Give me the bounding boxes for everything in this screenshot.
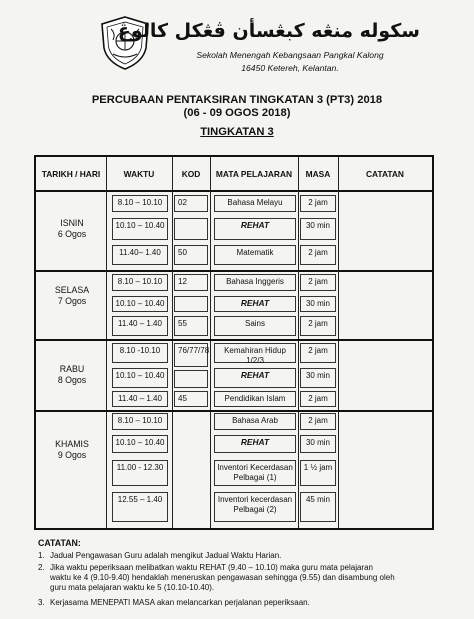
day-thursday [38, 439, 106, 461]
table-cell-subject: Bahasa Arab [214, 413, 296, 430]
day-tuesday [38, 285, 106, 307]
table-cell-code [174, 370, 208, 388]
table-cell-time: 10.10 – 10.40 [112, 218, 168, 240]
table-cell-subject-break: REHAT [214, 296, 296, 312]
table-cell-time: 8.10 – 10.10 [112, 195, 168, 212]
table-cell-duration: 30 min [300, 296, 336, 312]
exam-schedule-table [34, 155, 434, 530]
table-cell-subject: Sains [214, 316, 296, 336]
day-date: 9 Ogos [57, 450, 87, 460]
school-address: 16450 Ketereh, Kelantan. [241, 63, 339, 73]
day-name: RABU [59, 364, 85, 374]
day-name: KHAMIS [55, 439, 89, 449]
table-cell-code: 76/77/78 [174, 343, 208, 367]
school-name-jawi: سکوله منڠه کبڠسأن ڤڠکل کالوڠ [117, 20, 420, 42]
table-cell-code [174, 296, 208, 312]
note-item: 2. Jika waktu peperiksaan melibatkan waktu REHAT (9.40 – 10.10) maka guru mata pelajaran waktu ke 4 (9.10-9.40) hendaklah meneruskan pengawasan sehingga (9.55) dan disambung oleh guru mata pelajaran waktu ke 5 (10.10-10.40). [38, 563, 395, 592]
table-cell-subject: Inventori kecerdasan Pelbagai (2) [214, 492, 296, 522]
table-cell-duration: 30 min [300, 218, 336, 240]
table-cell-duration: 2 jam [300, 391, 336, 407]
table-cell-time: 11.40 – 1.40 [112, 316, 168, 336]
table-cell-duration: 2 jam [300, 343, 336, 363]
header-code: KOD [181, 169, 201, 179]
day-date: 7 Ogos [57, 296, 87, 306]
table-cell-time: 11.00 - 12.30 [112, 460, 168, 486]
document-title: PERCUBAAN PENTAKSIRAN TINGKATAN 3 (PT3) 2018 [91, 94, 383, 106]
note-item: 1. Jadual Pengawasan Guru adalah mengikut Jadual Waktu Harian. [38, 551, 282, 560]
header-duration: MASA [305, 169, 331, 179]
day-date: 6 Ogos [57, 229, 87, 239]
table-cell-subject: Pendidikan Islam [214, 391, 296, 407]
table-cell-code: 12 [174, 274, 208, 291]
table-cell-time: 10.10 – 10.40 [112, 435, 168, 453]
table-cell-time: 10.10 – 10.40 [112, 296, 168, 312]
table-cell-duration: 2 jam [300, 413, 336, 430]
table-cell-duration: 1 ½ jam [300, 460, 336, 486]
day-wednesday [38, 364, 106, 386]
table-cell-duration: 2 jam [300, 316, 336, 336]
table-cell-subject: Bahasa Inggeris [214, 274, 296, 291]
table-cell-code: 50 [174, 245, 208, 265]
day-name: ISNIN [60, 218, 84, 228]
table-cell-duration: 45 min [300, 492, 336, 522]
table-cell-subject-break: REHAT [214, 435, 296, 453]
table-cell-time: 11.40– 1.40 [112, 245, 168, 265]
note-item: 3. Kerjasama MENEPATI MASA akan melancarkan perjalanan peperiksaan. [38, 598, 310, 607]
table-cell-duration: 30 min [300, 368, 336, 388]
table-cell-subject-break: REHAT [214, 368, 296, 388]
table-cell-subject: Matematik [214, 245, 296, 265]
header-notes: CATATAN [366, 169, 404, 179]
table-cell-time: 8.10 – 10.10 [112, 413, 168, 430]
header-time: WAKTU [123, 169, 155, 179]
table-cell-subject-break: REHAT [214, 218, 296, 240]
document-date-range: (06 - 09 OGOS 2018) [183, 107, 291, 119]
table-cell-subject: Bahasa Melayu [214, 195, 296, 212]
table-cell-duration: 2 jam [300, 274, 336, 291]
notes-heading: CATATAN: [38, 538, 81, 548]
table-cell-code: 02 [174, 195, 208, 212]
header-day: TARIKH / HARI [41, 169, 101, 179]
table-cell-code: 55 [174, 316, 208, 336]
table-cell-subject: Kemahiran Hidup 1/2/3 [214, 343, 296, 363]
table-cell-code: 45 [174, 391, 208, 407]
form-label: TINGKATAN 3 [200, 126, 274, 138]
school-name: Sekolah Menengah Kebangsaan Pangkal Kalong [196, 50, 384, 60]
table-cell-time: 8.10 -10.10 [112, 343, 168, 363]
day-monday [38, 218, 106, 240]
table-cell-time: 8.10 – 10.10 [112, 274, 168, 291]
table-cell-code [174, 218, 208, 240]
day-date: 8 Ogos [57, 375, 87, 385]
table-cell-time: 11.40 – 1.40 [112, 391, 168, 407]
table-cell-time: 10.10 – 10.40 [112, 368, 168, 388]
table-cell-duration: 30 min [300, 435, 336, 453]
table-cell-subject: Inventori Kecerdasan Pelbagai (1) [214, 460, 296, 486]
table-cell-duration: 2 jam [300, 195, 336, 212]
day-name: SELASA [54, 285, 90, 295]
table-cell-time: 12.55 – 1.40 [112, 492, 168, 522]
header-subject: MATA PELAJARAN [215, 169, 293, 179]
table-cell-duration: 2 jam [300, 245, 336, 265]
